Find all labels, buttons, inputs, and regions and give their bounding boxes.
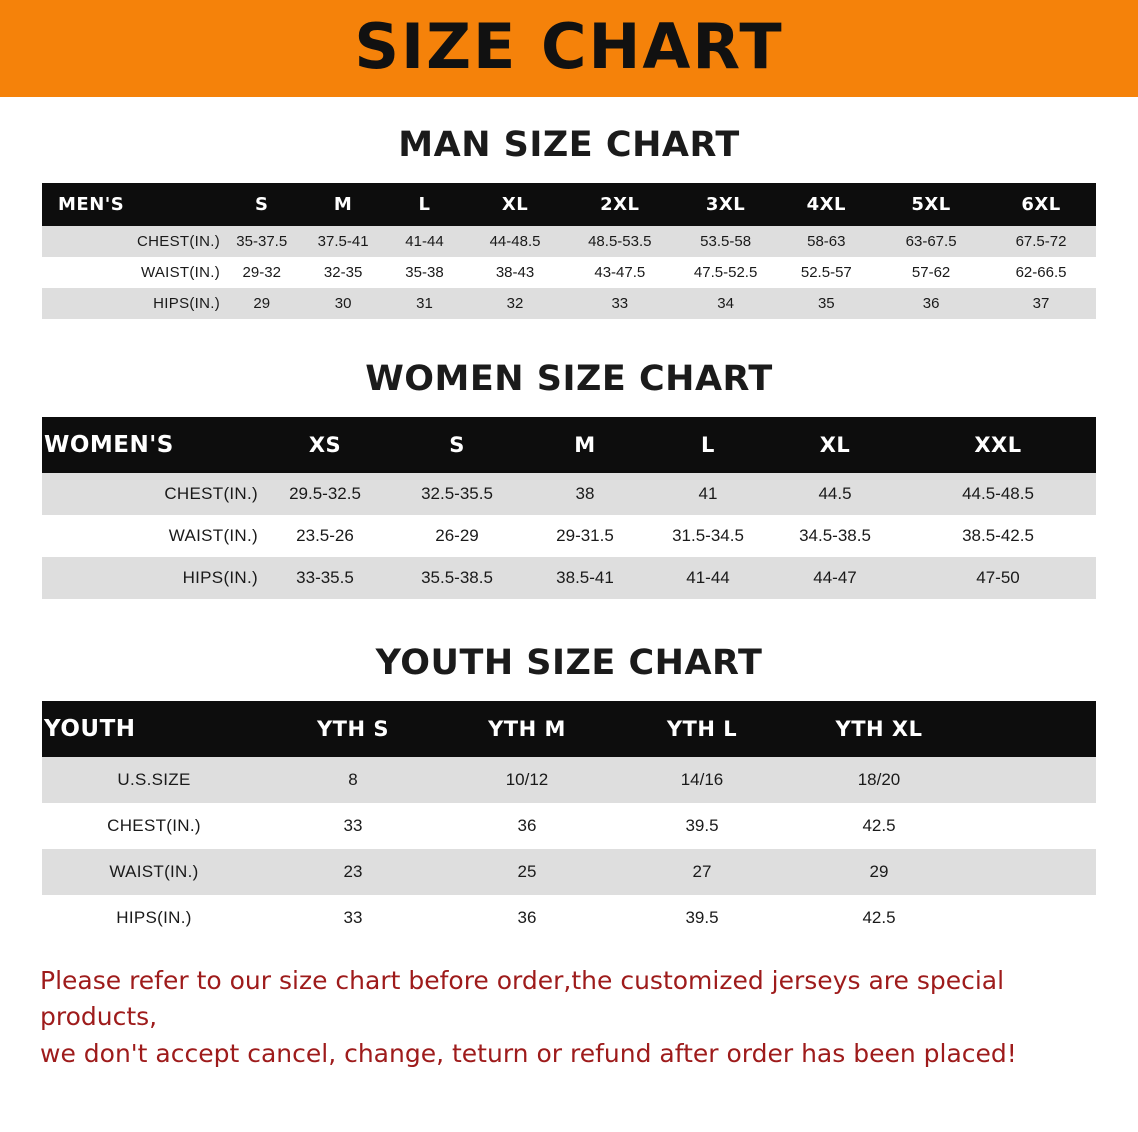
men-cell: 48.5-53.5 (565, 226, 675, 257)
youth-cell: 18/20 (790, 757, 968, 803)
youth-cell-spacer (968, 803, 1096, 849)
table-row (42, 515, 1096, 557)
youth-header-cell: YOUTH (42, 701, 266, 757)
women-size-table (42, 417, 1096, 599)
men-cell: 67.5-72 (986, 226, 1096, 257)
youth-cell: 39.5 (614, 895, 790, 941)
men-header-cell: MEN'S (42, 183, 221, 226)
table-row (42, 557, 1096, 599)
women-cell: 38.5-41 (524, 557, 646, 599)
women-header-cell: XL (770, 417, 900, 473)
women-cell: 33-35.5 (260, 557, 390, 599)
youth-header-spacer (968, 701, 1096, 757)
men-cell: 57-62 (876, 257, 986, 288)
men-cell: 29-32 (221, 257, 302, 288)
youth-header-cell: YTH S (266, 701, 440, 757)
women-cell: 44.5 (770, 473, 900, 515)
youth-cell: 36 (440, 803, 614, 849)
men-cell: 36 (876, 288, 986, 319)
men-cell: 34 (675, 288, 777, 319)
women-cell: 41 (646, 473, 770, 515)
disclaimer-line-2: we don't accept cancel, change, teturn or refund after order has been placed! (40, 1038, 1017, 1068)
women-cell: 23.5-26 (260, 515, 390, 557)
men-section-heading: MAN SIZE CHART (398, 125, 740, 165)
women-cell: 47-50 (900, 557, 1096, 599)
men-table-header-row (42, 183, 1096, 226)
women-table-header-row (42, 417, 1096, 473)
men-cell: 58-63 (776, 226, 876, 257)
youth-cell: 39.5 (614, 803, 790, 849)
youth-header-cell: YTH XL (790, 701, 968, 757)
youth-cell: 8 (266, 757, 440, 803)
page-banner (0, 0, 1138, 97)
women-cell: 38 (524, 473, 646, 515)
women-header-cell: XXL (900, 417, 1096, 473)
disclaimer-note (40, 963, 1098, 1072)
women-row-label: CHEST(IN.) (42, 473, 260, 515)
men-header-cell: L (384, 183, 465, 226)
youth-cell: 42.5 (790, 803, 968, 849)
youth-header-cell: YTH L (614, 701, 790, 757)
table-row (42, 803, 1096, 849)
men-header-cell: 2XL (565, 183, 675, 226)
table-row (42, 849, 1096, 895)
men-header-cell: 4XL (776, 183, 876, 226)
youth-row-label: HIPS(IN.) (42, 895, 266, 941)
women-header-cell: WOMEN'S (42, 417, 260, 473)
men-cell: 63-67.5 (876, 226, 986, 257)
men-cell: 47.5-52.5 (675, 257, 777, 288)
youth-cell: 33 (266, 895, 440, 941)
women-cell: 38.5-42.5 (900, 515, 1096, 557)
table-row (42, 257, 1096, 288)
women-header-cell: XS (260, 417, 390, 473)
women-row-label: WAIST(IN.) (42, 515, 260, 557)
women-row-label: HIPS(IN.) (42, 557, 260, 599)
table-row (42, 473, 1096, 515)
page-title: SIZE CHART (354, 9, 784, 83)
men-cell: 41-44 (384, 226, 465, 257)
women-cell: 44-47 (770, 557, 900, 599)
men-cell: 32-35 (302, 257, 383, 288)
women-cell: 29-31.5 (524, 515, 646, 557)
men-cell: 52.5-57 (776, 257, 876, 288)
men-cell: 30 (302, 288, 383, 319)
men-cell: 38-43 (465, 257, 565, 288)
table-row (42, 226, 1096, 257)
youth-cell: 36 (440, 895, 614, 941)
men-cell: 32 (465, 288, 565, 319)
men-cell: 29 (221, 288, 302, 319)
youth-cell: 33 (266, 803, 440, 849)
men-row-label: WAIST(IN.) (42, 257, 221, 288)
youth-cell-spacer (968, 849, 1096, 895)
men-cell: 44-48.5 (465, 226, 565, 257)
youth-row-label: CHEST(IN.) (42, 803, 266, 849)
youth-row-label: WAIST(IN.) (42, 849, 266, 895)
youth-cell: 10/12 (440, 757, 614, 803)
men-cell: 37.5-41 (302, 226, 383, 257)
men-cell: 33 (565, 288, 675, 319)
disclaimer-line-1: Please refer to our size chart before order,the customized jerseys are special products, (40, 966, 1005, 1032)
women-header-cell: L (646, 417, 770, 473)
men-row-label: CHEST(IN.) (42, 226, 221, 257)
women-cell: 31.5-34.5 (646, 515, 770, 557)
men-header-cell: 5XL (876, 183, 986, 226)
men-cell: 53.5-58 (675, 226, 777, 257)
youth-cell: 42.5 (790, 895, 968, 941)
men-cell: 31 (384, 288, 465, 319)
youth-cell: 14/16 (614, 757, 790, 803)
men-cell: 37 (986, 288, 1096, 319)
men-cell: 35-38 (384, 257, 465, 288)
women-cell: 35.5-38.5 (390, 557, 524, 599)
youth-row-label: U.S.SIZE (42, 757, 266, 803)
women-section-heading: WOMEN SIZE CHART (365, 359, 773, 399)
men-header-cell: M (302, 183, 383, 226)
men-cell: 43-47.5 (565, 257, 675, 288)
youth-header-cell: YTH M (440, 701, 614, 757)
table-row (42, 757, 1096, 803)
youth-cell: 29 (790, 849, 968, 895)
youth-section-heading: YOUTH SIZE CHART (375, 643, 763, 683)
youth-cell: 23 (266, 849, 440, 895)
youth-cell-spacer (968, 757, 1096, 803)
men-header-cell: 3XL (675, 183, 777, 226)
men-header-cell: 6XL (986, 183, 1096, 226)
women-cell: 34.5-38.5 (770, 515, 900, 557)
men-table-wrapper (42, 183, 1096, 319)
men-header-cell: XL (465, 183, 565, 226)
women-cell: 32.5-35.5 (390, 473, 524, 515)
men-size-table (42, 183, 1096, 319)
men-row-label: HIPS(IN.) (42, 288, 221, 319)
men-header-cell: S (221, 183, 302, 226)
youth-cell: 25 (440, 849, 614, 895)
youth-table-header-row (42, 701, 1096, 757)
women-table-wrapper (42, 417, 1096, 599)
youth-table-wrapper (42, 701, 1096, 941)
table-row (42, 895, 1096, 941)
men-cell: 35-37.5 (221, 226, 302, 257)
youth-size-table (42, 701, 1096, 941)
women-cell: 41-44 (646, 557, 770, 599)
women-cell: 44.5-48.5 (900, 473, 1096, 515)
women-cell: 26-29 (390, 515, 524, 557)
women-header-cell: M (524, 417, 646, 473)
youth-cell-spacer (968, 895, 1096, 941)
youth-cell: 27 (614, 849, 790, 895)
table-row (42, 288, 1096, 319)
women-header-cell: S (390, 417, 524, 473)
women-cell: 29.5-32.5 (260, 473, 390, 515)
men-cell: 62-66.5 (986, 257, 1096, 288)
men-cell: 35 (776, 288, 876, 319)
